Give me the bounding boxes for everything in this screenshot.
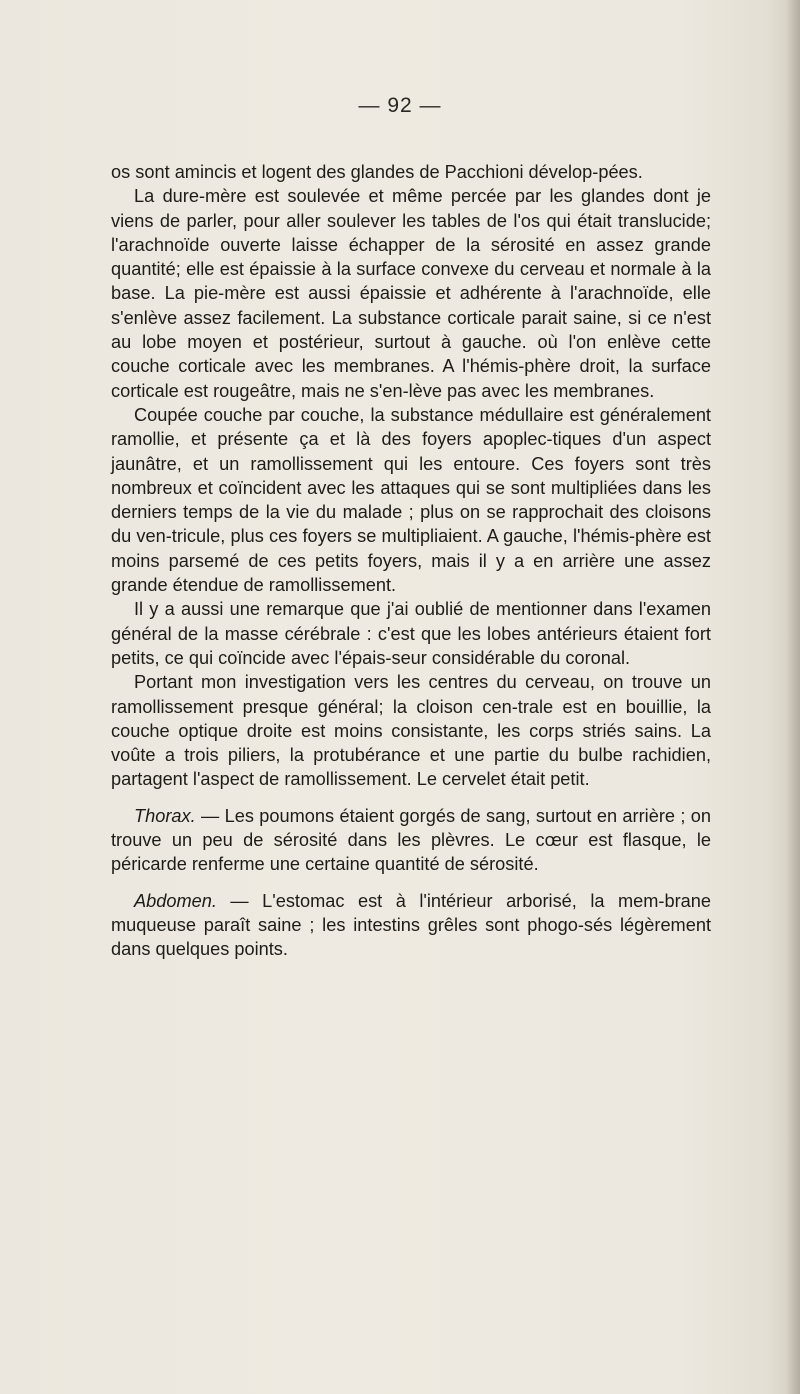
body-text: [111, 160, 711, 962]
paragraph-substance-medullaire: Coupée couche par couche, la substance médullaire est généralement ramollie, et présente ça et là des foyers apoplec-tiques d'un aspect jaunâtre, et un ramollissement qui les entoure. Ces foyers sont très nombreux et coïncident avec les attaques qui se sont multipliées dans les derniers temps de la vie du malade ; plus on se rapprochait des cloisons du ven-tricule, plus ces foyers se multipliaient. A gauche, l'hémis-phère est moins parsemé de ces petits foyers, mais il y a en arrière une assez grande étendue de ramollissement.: [111, 404, 711, 596]
section-thorax: [111, 804, 711, 877]
paragraph-remarque: Il y a aussi une remarque que j'ai oublié de mentionner dans l'examen général de la masse cérébrale : c'est que les lobes antérieurs étaient fort petits, ce qui coïncide avec l'épais-seur considérable du coronal.: [111, 599, 711, 668]
page-number: — 92 —: [358, 94, 442, 117]
section-text-abdomen: — L'estomac est à l'intérieur arborisé, la mem-brane muqueuse paraît saine ; les intestins grêles sont phogo-sés légèrement dans quelques points.: [111, 890, 711, 960]
page-edge-shadow: [786, 0, 800, 1394]
section-heading-thorax: Thorax.: [134, 805, 196, 826]
paragraph-dure-mere: La dure-mère est soulevée et même percée par les glandes dont je viens de parler, pour aller soulever les tables de l'os qui était translucide; l'arachnoïde ouverte laisse échapper de la sérosité en assez grande quantité; elle est épaissie à la surface convexe du cerveau et normale à la base. La pie-mère est aussi épaissie et adhérente à l'arachnoïde, elle s'enlève assez facilement. La substance corticale parait saine, si ce n'est au lobe moyen et postérieur, surtout à gauche. où l'on enlève cette couche corticale avec les membranes. A l'hémis-phère droit, la surface corticale est rougeâtre, mais ne s'en-lève pas avec les membranes.: [111, 186, 711, 401]
paragraph-continuation: os sont amincis et logent des glandes de Pacchioni dévelop-pées.: [111, 162, 643, 182]
section-heading-abdomen: Abdomen.: [134, 890, 217, 911]
section-abdomen: [111, 889, 711, 962]
paragraph-centres-cerveau: Portant mon investigation vers les centres du cerveau, on trouve un ramollissement presque général; la cloison cen-trale est en bouillie, la couche optique droite est moins consistante, les corps striés sains. La voûte a trois piliers, la protubérance et une partie du bulbe rachidien, partagent l'aspect de ramollissement. Le cervelet était petit.: [111, 672, 711, 790]
section-text-thorax: — Les poumons étaient gorgés de sang, surtout en arrière ; on trouve un peu de sérosité dans les plèvres. Le cœur est flasque, le péricarde renferme une certaine quantité de sérosité.: [111, 805, 711, 875]
